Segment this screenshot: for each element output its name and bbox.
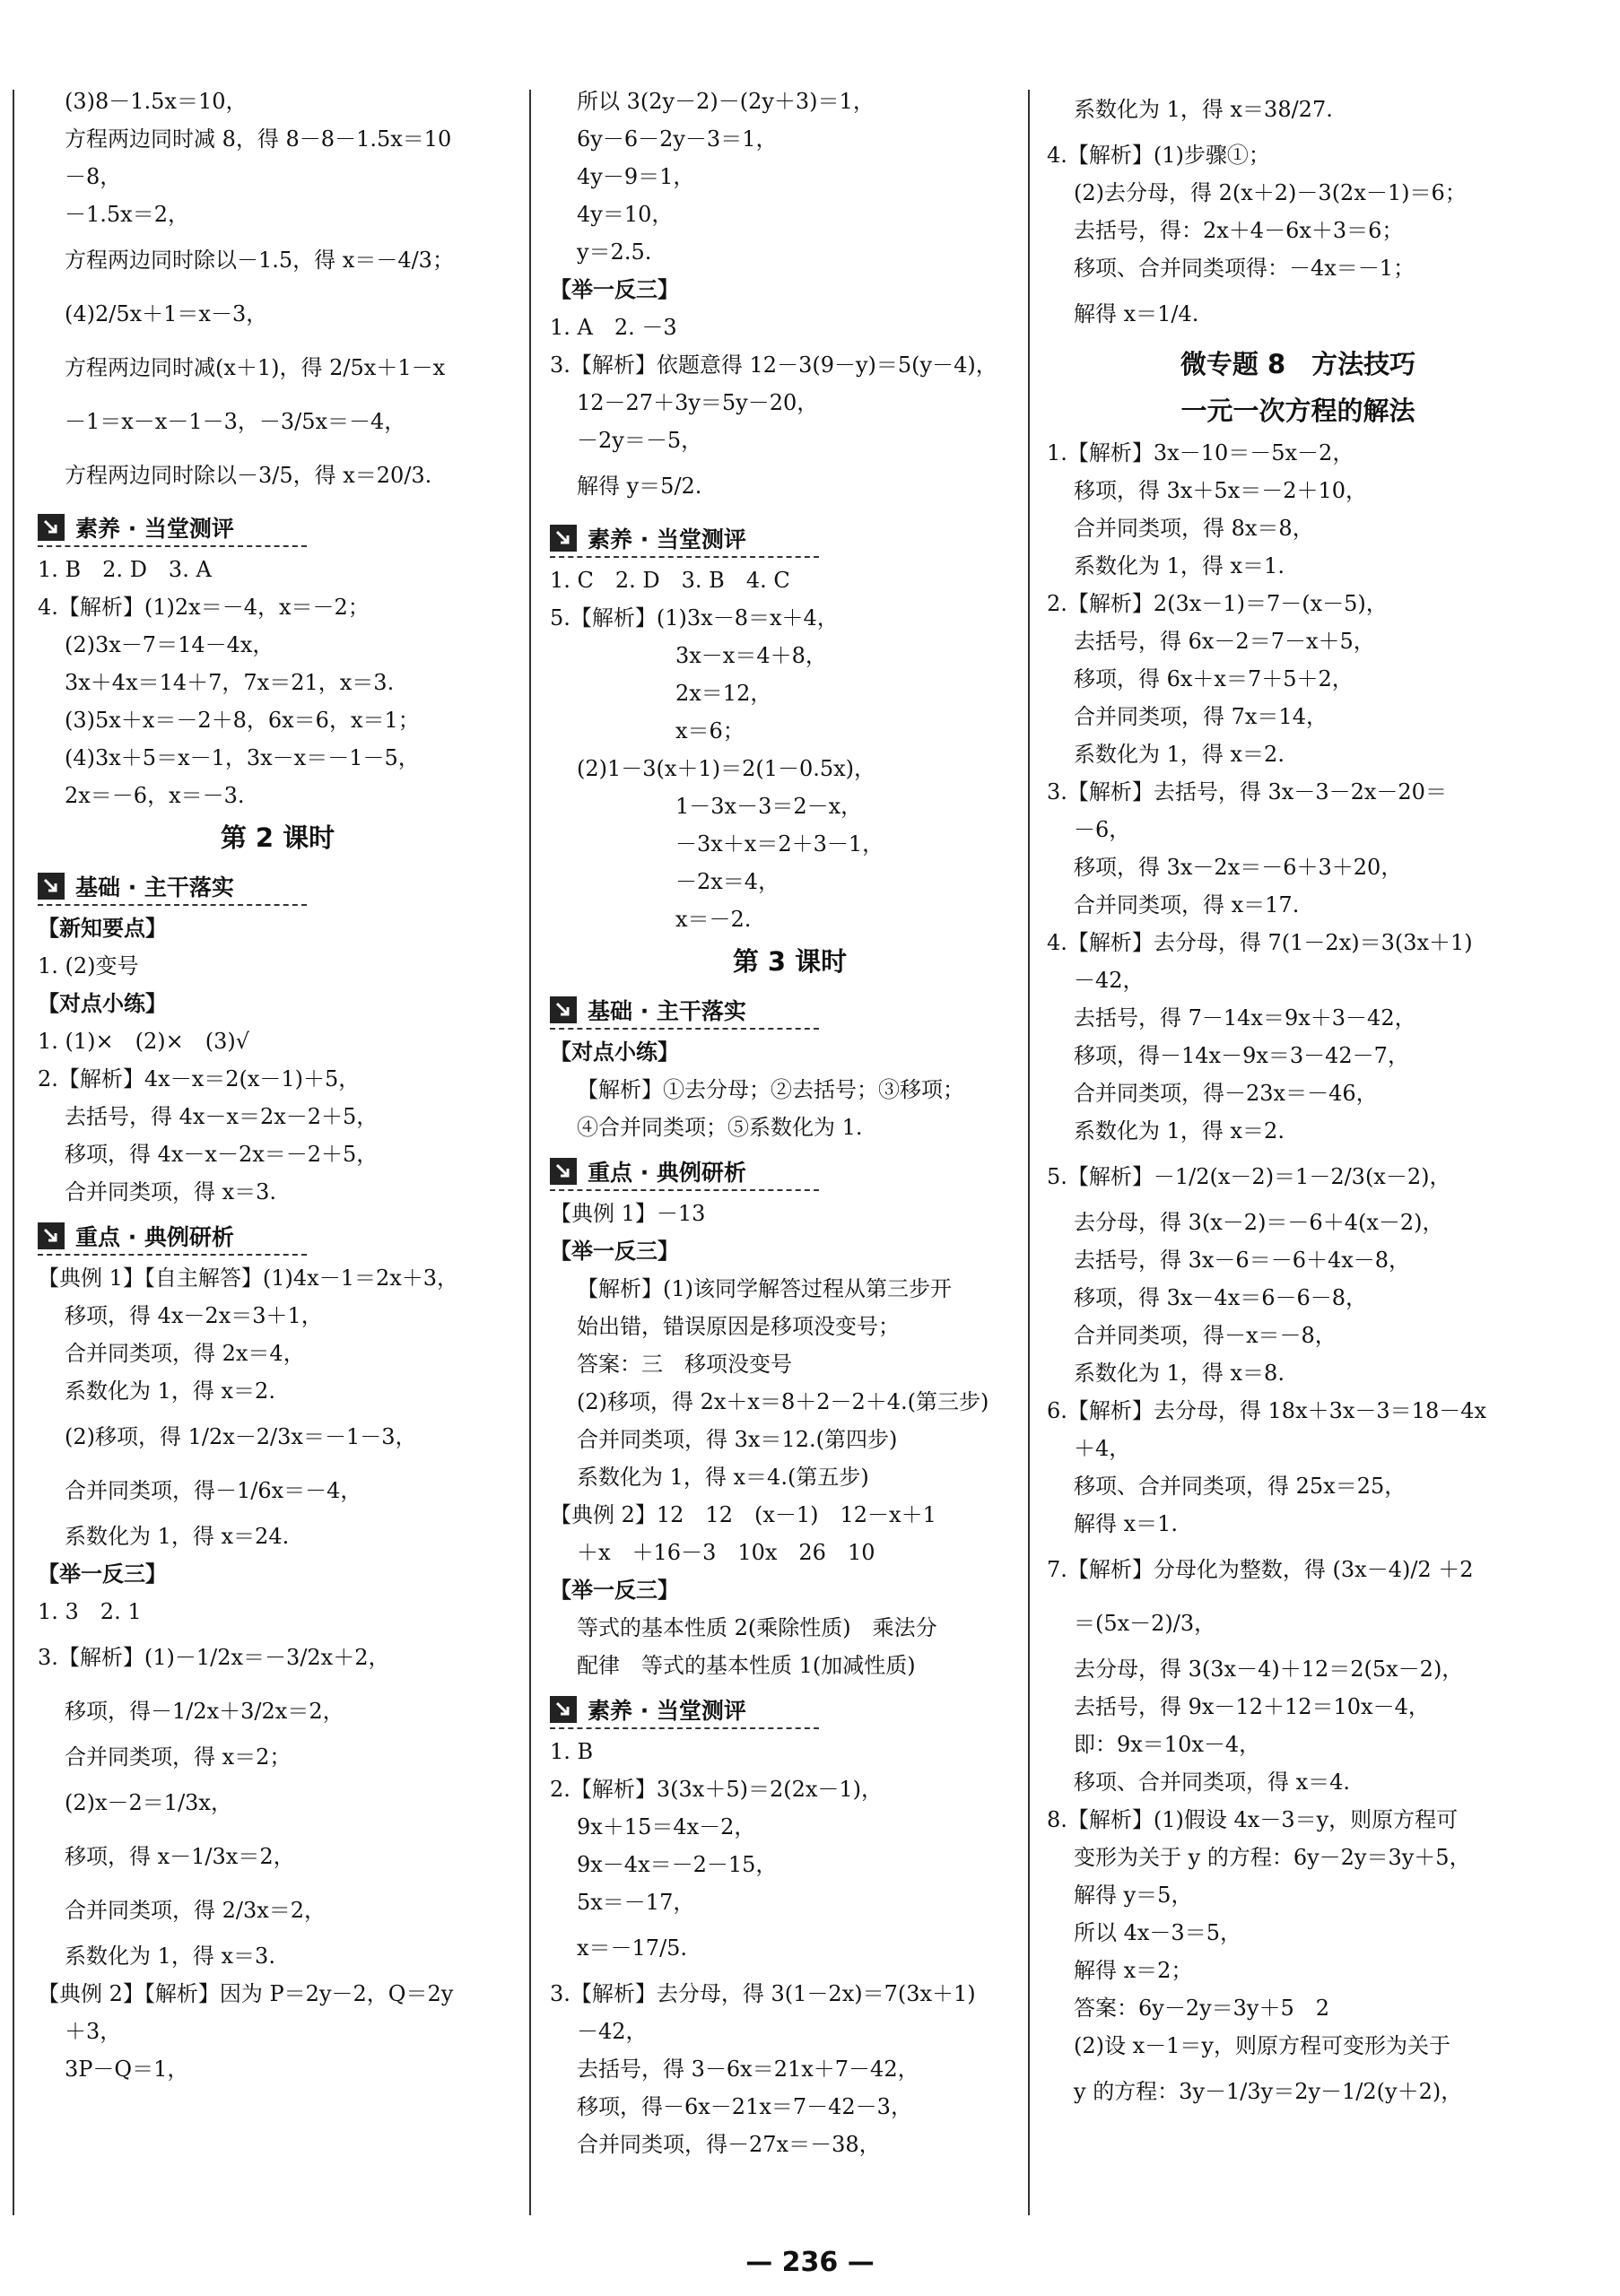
answer-line: (4)3x＋5＝x－1，3x－x＝－1－5， xyxy=(65,745,420,770)
column-divider-1 xyxy=(529,90,531,2215)
answer-line: 3x－x＝4＋8， xyxy=(675,643,827,668)
answer-line: 4y－9＝1， xyxy=(577,164,695,189)
answer-line: 3.【解析】去分母，得 3(1－2x)＝7(3x＋1) xyxy=(550,1981,976,2006)
answer-line: 【解析】①去分母；②去括号；③移项； xyxy=(577,1077,964,1102)
answer-line: 6.【解析】去分母，得 18x＋3x－3＝18－4x xyxy=(1047,1398,1487,1423)
answer-line: 系数化为 1，得 x＝2. xyxy=(1074,1118,1285,1144)
answer-line: 【对点小练】 xyxy=(38,991,167,1016)
answer-line: (2)移项，得 2x＋x＝8＋2－2＋4.(第三步) xyxy=(577,1389,989,1414)
answer-line: 系数化为 1，得 x＝2. xyxy=(65,1378,275,1404)
answer-line: 方程两边同时除以－1.5，得 x＝－4/3； xyxy=(65,248,454,273)
answer-line: 解得 y＝5/2. xyxy=(577,474,702,499)
answer-line: x＝－17/5. xyxy=(577,1935,688,1961)
answer-line: 合并同类项，得 7x＝14， xyxy=(1074,704,1328,729)
answer-line: 【新知要点】 xyxy=(38,916,167,941)
answer-line: 移项、合并同类项，得 25x＝25， xyxy=(1074,1474,1407,1499)
answer-line: －42， xyxy=(577,2019,648,2044)
answer-line: 系数化为 1，得 x＝3. xyxy=(65,1944,275,1969)
answer-line: 移项，得－1/2x＋3/2x＝2， xyxy=(65,1699,344,1724)
answer-line: 12－27＋3y＝5y－20， xyxy=(577,390,819,415)
section-title: 基础 · 主干落实 xyxy=(588,998,746,1024)
answer-line: (2)移项，得 1/2x－2/3x＝－1－3， xyxy=(65,1424,417,1449)
answer-line: 系数化为 1，得 x＝1. xyxy=(1074,553,1285,578)
answer-line: 解得 y＝5， xyxy=(1074,1883,1193,1908)
answer-line: 2.【解析】4x－x＝2(x－1)＋5， xyxy=(38,1066,361,1091)
answer-line: (2)设 x－1＝y，则原方程可变形为关于 xyxy=(1074,2033,1450,2058)
answer-line: －2x＝4， xyxy=(675,869,780,894)
answer-line: 1. (2)变号 xyxy=(38,953,139,978)
answer-line: (2)3x－7＝14－4x， xyxy=(65,632,274,657)
answer-line: 始出错，错误原因是移项没变号； xyxy=(577,1314,900,1339)
answer-line: 去括号，得 3x－6＝－6＋4x－8， xyxy=(1074,1248,1411,1273)
section-title: 素养 · 当堂测评 xyxy=(75,516,234,542)
answer-line: 合并同类项，得 3x＝12.(第四步) xyxy=(577,1427,898,1452)
answer-line: 3x＋4x＝14＋7，7x＝21，x＝3. xyxy=(65,670,395,695)
section-header xyxy=(38,868,307,906)
section-title: 素养 · 当堂测评 xyxy=(588,526,746,552)
answer-line: y＝2.5. xyxy=(577,239,652,265)
section-header xyxy=(550,1153,819,1191)
answer-line: 合并同类项，得－27x＝－38， xyxy=(577,2132,881,2157)
answer-line: (2)1－3(x＋1)＝2(1－0.5x)， xyxy=(577,756,876,781)
answer-line: ＋x ＋16－3 10x 26 10 xyxy=(577,1540,875,1565)
answer-line: 移项，得 4x－x－2x＝－2＋5， xyxy=(65,1142,379,1167)
answer-line: 去括号，得 3－6x＝21x＋7－42， xyxy=(577,2057,919,2082)
answer-line: 5.【解析】(1)3x－8＝x＋4， xyxy=(550,605,839,631)
answer-line: 移项、合并同类项得：－4x＝－1； xyxy=(1074,256,1415,281)
answer-line: －1.5x＝2， xyxy=(65,202,189,227)
answer-line: 【典例 2】12 12 (x－1) 12－x＋1 xyxy=(550,1502,936,1527)
answer-line: 合并同类项，得－23x＝－46， xyxy=(1074,1081,1378,1106)
answer-line: 3.【解析】依题意得 12－3(9－y)＝5(y－4)， xyxy=(550,352,997,378)
answer-line: 方程两边同时减(x＋1)，得 2/5x＋1－x xyxy=(65,355,446,380)
answer-line: 5.【解析】－1/2(x－2)＝1－2/3(x－2)， xyxy=(1047,1164,1451,1189)
arrow-badge-icon xyxy=(38,1222,65,1249)
section-header xyxy=(38,1218,307,1256)
column-right xyxy=(1047,83,1549,2118)
answer-line: 解得 x＝2； xyxy=(1074,1958,1193,1983)
answer-line: (3)8－1.5x＝10， xyxy=(65,89,248,114)
answer-line: －3x＋x＝2＋3－1， xyxy=(675,831,884,857)
answer-line: 变形为关于 y 的方程：6y－2y＝3y＋5， xyxy=(1074,1845,1471,1870)
section-header xyxy=(550,520,819,558)
answer-line: 4.【解析】去分母，得 7(1－2x)＝3(3x＋1) xyxy=(1047,930,1473,955)
answer-line: ④合并同类项；⑤系数化为 1. xyxy=(577,1115,863,1140)
answer-line: 【举一反三】 xyxy=(550,1578,679,1603)
answer-line: 合并同类项，得 2x＝4， xyxy=(65,1341,305,1366)
answer-line: 合并同类项，得－1/6x＝－4， xyxy=(65,1478,362,1503)
answer-line: 合并同类项，得 x＝2； xyxy=(65,1744,292,1770)
answer-line: 系数化为 1，得 x＝38/27. xyxy=(1074,97,1333,122)
answer-line: 9x－4x＝－2－15， xyxy=(577,1852,778,1877)
section-title: 基础 · 主干落实 xyxy=(75,874,234,900)
answer-line: 【举一反三】 xyxy=(550,1239,679,1264)
answer-line: －8， xyxy=(65,164,122,189)
answer-line: 移项，得－6x－21x＝7－42－3， xyxy=(577,2094,912,2119)
lesson-heading: 第 3 课时 xyxy=(732,946,848,977)
answer-line: 合并同类项，得 8x＝8， xyxy=(1074,516,1314,541)
answer-line: 去分母，得 3(3x－4)＋12＝2(5x－2)， xyxy=(1074,1657,1464,1682)
answer-line: 移项、合并同类项，得 x＝4. xyxy=(1074,1770,1351,1795)
answer-line: 【典例 1】－13 xyxy=(550,1201,706,1226)
arrow-badge-icon xyxy=(550,525,577,552)
answer-line: 4y＝10， xyxy=(577,202,674,227)
answer-line: 3.【解析】去括号，得 3x－3－2x－20＝ xyxy=(1047,779,1447,804)
arrow-badge-icon xyxy=(550,996,577,1023)
answer-line: 配律 等式的基本性质 1(加减性质) xyxy=(577,1653,916,1678)
answer-line: 去括号，得 4x－x＝2x－2＋5， xyxy=(65,1104,379,1129)
answer-line: 1. B xyxy=(550,1739,594,1764)
lesson-heading: 微专题 8 方法技巧 xyxy=(1180,349,1416,379)
column-middle xyxy=(550,83,1030,2163)
lesson-heading: 第 2 课时 xyxy=(220,822,335,853)
answer-line: 去括号，得 9x－12＋12＝10x－4， xyxy=(1074,1694,1430,1719)
lesson-heading: 一元一次方程的解法 xyxy=(1180,396,1415,426)
answer-line: 去括号，得 7－14x＝9x＋3－42， xyxy=(1074,1005,1416,1031)
answer-line: 去括号，得：2x＋4－6x＋3＝6； xyxy=(1074,218,1404,243)
arrow-badge-icon xyxy=(550,1158,577,1185)
section-header xyxy=(550,1692,819,1729)
answer-line: －42， xyxy=(1074,968,1145,993)
answer-line: 2.【解析】3(3x＋5)＝2(2x－1)， xyxy=(550,1777,884,1802)
answer-line: 1. A 2. －3 xyxy=(550,315,677,340)
answer-line: 1. C 2. D 3. B 4. C xyxy=(550,568,790,593)
answer-line: 即：9x＝10x－4， xyxy=(1074,1732,1261,1757)
answer-line: ＋4， xyxy=(1074,1436,1131,1461)
answer-line: 9x＋15＝4x－2， xyxy=(577,1814,756,1839)
answer-line: 移项，得 x－1/3x＝2， xyxy=(65,1844,295,1869)
column-left xyxy=(38,83,518,2088)
arrow-badge-icon xyxy=(550,1696,577,1723)
answer-line: 移项，得 4x－2x＝3＋1， xyxy=(65,1303,323,1328)
answer-line: 2x＝－6，x＝－3. xyxy=(65,783,245,808)
answer-line: 5x＝－17， xyxy=(577,1890,695,1915)
answer-line: 1. (1)× (2)× (3)√ xyxy=(38,1029,250,1054)
answer-line: 移项，得 3x－4x＝6－6－8， xyxy=(1074,1285,1368,1310)
answer-line: (4)2/5x＋1＝x－3， xyxy=(65,301,268,326)
answer-line: 6y－6－2y－3＝1， xyxy=(577,126,778,152)
answer-line: 1.【解析】3x－10＝－5x－2， xyxy=(1047,440,1354,465)
answer-line: 系数化为 1，得 x＝2. xyxy=(1074,742,1285,767)
answer-line: 所以 4x－3＝5， xyxy=(1074,1920,1241,1945)
page-number: — 236 — xyxy=(745,2247,875,2278)
answer-line: 答案：三 移项没变号 xyxy=(577,1352,792,1377)
answer-line: x＝－2. xyxy=(675,907,752,932)
section-header xyxy=(550,992,819,1030)
answer-line: 8.【解析】(1)假设 4x－3＝y，则原方程可 xyxy=(1047,1807,1459,1832)
answer-line: 1. 3 2. 1 xyxy=(38,1599,142,1624)
answer-line: 【解析】(1)该同学解答过程从第三步开 xyxy=(577,1276,952,1301)
answer-line: 2x＝12， xyxy=(675,681,772,706)
answer-line: (2)x－2＝1/3x， xyxy=(65,1790,232,1815)
answer-line: －1＝x－x－1－3，－3/5x＝－4， xyxy=(65,409,406,434)
answer-line: 4.【解析】(1)步骤①； xyxy=(1047,143,1270,168)
answer-line: 系数化为 1，得 x＝4.(第五步) xyxy=(577,1465,869,1490)
answer-line: 移项，得 3x＋5x＝－2＋10， xyxy=(1074,478,1368,503)
left-margin-rule xyxy=(13,90,14,2215)
answer-line: 7.【解析】分母化为整数，得 (3x－4)/2 ＋2 xyxy=(1047,1557,1474,1582)
answer-line: 1－3x－3＝2－x， xyxy=(675,794,863,819)
section-title: 重点 · 典例研析 xyxy=(588,1160,746,1186)
answer-line: 移项，得 3x－2x＝－6＋3＋20， xyxy=(1074,855,1403,880)
answer-line: 方程两边同时减 8，得 8－8－1.5x＝10 xyxy=(65,126,452,152)
answer-line: 答案：6y－2y＝3y＋5 2 xyxy=(1074,1996,1330,2021)
answer-line: x＝6； xyxy=(675,718,745,744)
answer-line: ＋3， xyxy=(65,2019,122,2044)
answer-line: －2y＝－5， xyxy=(577,428,703,453)
answer-line: 3P－Q＝1， xyxy=(65,2057,189,2082)
answer-line: 移项，得 6x＋x＝7＋5＋2， xyxy=(1074,666,1354,691)
answer-line: 4.【解析】(1)2x＝－4，x＝－2； xyxy=(38,595,370,620)
answer-line: 方程两边同时除以－3/5，得 x＝20/3. xyxy=(65,463,432,488)
answer-line: 【典例 1】【自主解答】(1)4x－1＝2x＋3， xyxy=(38,1265,459,1291)
answer-line: 2.【解析】2(3x－1)＝7－(x－5)， xyxy=(1047,591,1388,616)
section-title: 素养 · 当堂测评 xyxy=(588,1698,746,1724)
answer-line: 去分母，得 3(x－2)＝－6＋4(x－2)， xyxy=(1074,1210,1444,1235)
answer-line: 所以 3(2y－2)－(2y＋3)＝1， xyxy=(577,89,875,114)
section-title: 重点 · 典例研析 xyxy=(75,1224,234,1250)
answer-line: 1. B 2. D 3. A xyxy=(38,557,212,582)
answer-line: 合并同类项，得 x＝3. xyxy=(65,1179,277,1205)
answer-line: (3)5x＋x＝－2＋8，6x＝6，x＝1； xyxy=(65,708,420,733)
answer-line: 解得 x＝1. xyxy=(1074,1511,1179,1536)
answer-line: 3.【解析】(1)－1/2x＝－3/2x＋2， xyxy=(38,1645,390,1670)
arrow-badge-icon xyxy=(38,873,65,900)
answer-line: 【举一反三】 xyxy=(550,277,679,302)
answer-line: －6， xyxy=(1074,817,1131,842)
answer-line: y 的方程：3y－1/3y＝2y－1/2(y＋2)， xyxy=(1074,2079,1463,2104)
answer-line: 系数化为 1，得 x＝8. xyxy=(1074,1361,1285,1386)
arrow-badge-icon xyxy=(38,514,65,541)
answer-line: ＝(5x－2)/3， xyxy=(1074,1611,1216,1636)
answer-line: 合并同类项，得 x＝17. xyxy=(1074,892,1300,918)
answer-line: 合并同类项，得 2/3x＝2， xyxy=(65,1898,327,1923)
answer-line: 去括号，得 6x－2＝7－x＋5， xyxy=(1074,629,1375,654)
answer-line: (2)去分母，得 2(x＋2)－3(2x－1)＝6； xyxy=(1074,180,1467,205)
answer-line: 移项，得－14x－9x＝3－42－7， xyxy=(1074,1043,1409,1068)
answer-line: 【典例 2】【解析】因为 P＝2y－2，Q＝2y xyxy=(38,1981,454,2006)
answer-line: 【举一反三】 xyxy=(38,1561,167,1587)
answer-line: 解得 x＝1/4. xyxy=(1074,301,1199,326)
answer-line: 【对点小练】 xyxy=(550,1039,679,1065)
answer-line: 等式的基本性质 2(乘除性质) 乘法分 xyxy=(577,1615,937,1640)
section-header xyxy=(38,509,307,547)
answer-line: 合并同类项，得－x＝－8， xyxy=(1074,1323,1337,1348)
answer-line: 系数化为 1，得 x＝24. xyxy=(65,1524,290,1549)
